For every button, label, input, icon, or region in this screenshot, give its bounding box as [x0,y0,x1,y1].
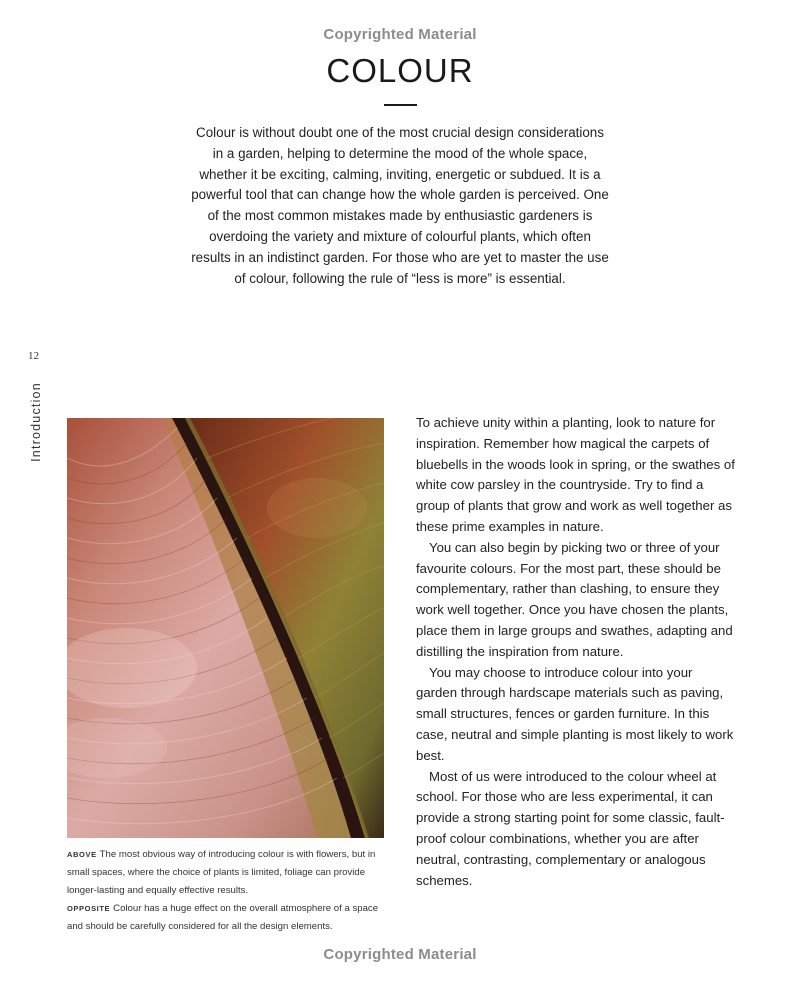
page-title: COLOUR [326,52,474,89]
copyright-watermark-bottom: Copyrighted Material [323,946,477,963]
body-paragraph: You may choose to introduce colour into your garden through hardscape materials such as paving, small structures, fences or garden furniture. In this case, neutral and simple planting is most likely to work best. [416,664,734,763]
caption-label-opposite: OPPOSITE [67,904,111,913]
body-paragraph: Most of us were introduced to the colour wheel at school. For those who are less experimental, it can provide a strong starting point for some classic, fault-proof colour combinations, whether you are after neutral, contrasting, complementary or analogous schemes. [416,768,725,888]
copyright-watermark-top: Copyrighted Material [323,26,477,43]
intro-paragraph: Colour is without doubt one of the most crucial design considerations in a garden, helping to determine the mood of the whole space, whether it be exciting, calming, inviting, energetic or subdued. It is a powerful tool that can change how the whole garden is perceived. One of the most common mistakes made by enthusiastic gardeners is overdoing the variety and mixture of colourful plants, which often results in an indistinct garden. For those who are yet to master the use of colour, following the rule of “less is more” is essential. [191,125,609,286]
caption-text-above: The most obvious way of introducing colour is with flowers, but in small spaces, where the choice of plants is limited, foliage can provide longer-lasting and equally effective results. [67,849,376,896]
caption-label-above: ABOVE [67,850,97,859]
body-text [416,413,736,891]
photo-caption [67,846,387,936]
body-paragraph: To achieve unity within a planting, look to nature for inspiration. Remember how magical the carpets of bluebells in the woods look in spring, or the swathes of white cow parsley in the countryside. Try to find a group of plants that grow and work as well together as these prime examples in nature. [416,415,735,534]
body-paragraph: You can also begin by picking two or three of your favourite colours. For the most part, these should be complementary, rather than clashing, to ensure they work well together. Once you have chosen the plants, place them in large groups and swathes, adapting and distilling the inspiration from nature. [416,539,733,659]
leaf-photo [67,418,384,838]
caption-text-opposite: Colour has a huge effect on the overall atmosphere of a space and should be carefully considered for all the design elements. [67,903,379,932]
title-divider [384,104,417,106]
page-number: 12 [28,350,39,362]
section-label: Introduction [29,382,43,462]
